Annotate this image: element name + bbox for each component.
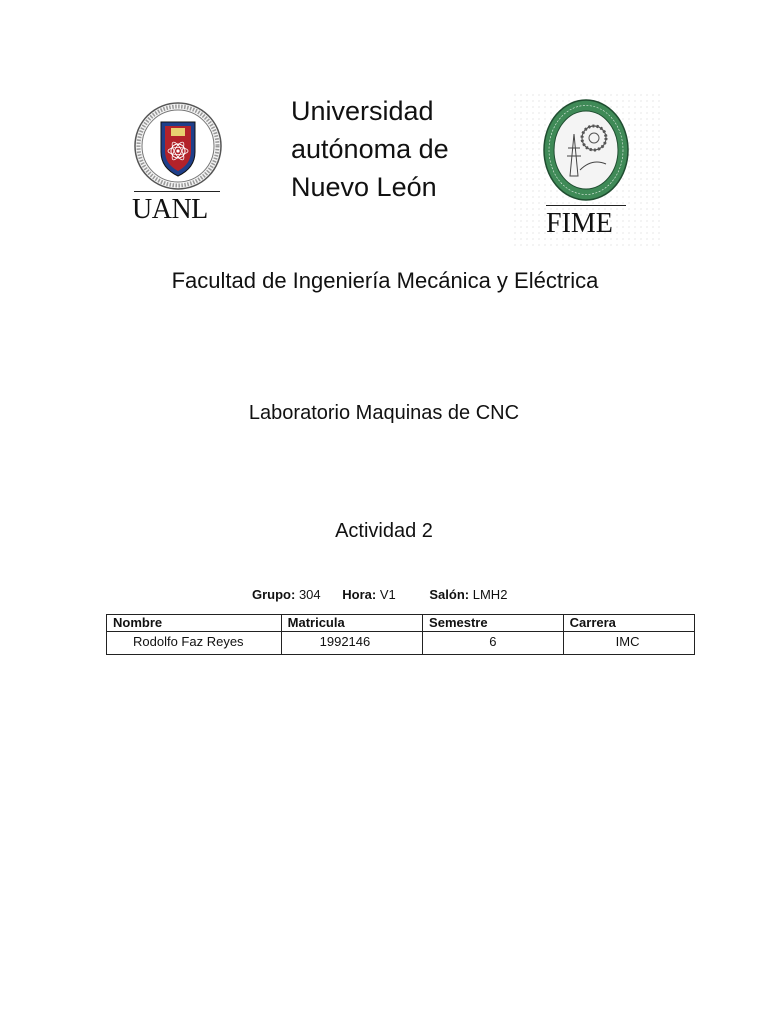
header-carrera: Carrera [563, 615, 694, 632]
course-title: Laboratorio Maquinas de CNC [248, 402, 520, 424]
university-title [291, 92, 501, 206]
faculty-name [0, 268, 768, 294]
salon-value: LMH2 [472, 587, 508, 602]
hora-value: V1 [379, 587, 396, 602]
hora-field [342, 587, 395, 602]
grupo-label: Grupo: [252, 587, 296, 602]
fime-rule [546, 205, 626, 206]
grupo-field [252, 587, 321, 602]
cell-carrera: IMC [563, 632, 694, 655]
header-nombre: Nombre [107, 615, 282, 632]
fime-logo [512, 92, 660, 246]
uanl-seal-icon [128, 100, 228, 192]
student-table [106, 614, 695, 655]
cell-matricula: 1992146 [281, 632, 422, 655]
faculty-name-text: Facultad de Ingeniería Mecánica y Eléctrica [171, 268, 599, 293]
header-semestre: Semestre [423, 615, 564, 632]
fime-wordmark: FIME [546, 208, 613, 239]
header-matricula: Matricula [281, 615, 422, 632]
grupo-value: 304 [298, 587, 321, 602]
activity-title: Actividad 2 [335, 520, 433, 542]
salon-label: Salón: [429, 587, 470, 602]
uanl-rule [134, 191, 220, 192]
hora-label: Hora: [342, 587, 377, 602]
cell-semestre: 6 [423, 632, 564, 655]
university-title-line-1: Universidad [291, 96, 434, 126]
uanl-wordmark: UANL [132, 194, 208, 225]
university-title-line-3: Nuevo León [291, 172, 437, 202]
salon-field [429, 587, 507, 602]
class-info [252, 587, 507, 602]
uanl-logo [128, 100, 232, 235]
university-title-line-2: autónoma de [291, 134, 449, 164]
cell-nombre: Rodolfo Faz Reyes [107, 632, 282, 655]
table-header-row [107, 615, 695, 632]
table-row [107, 632, 695, 655]
fime-seal-icon [540, 98, 632, 202]
